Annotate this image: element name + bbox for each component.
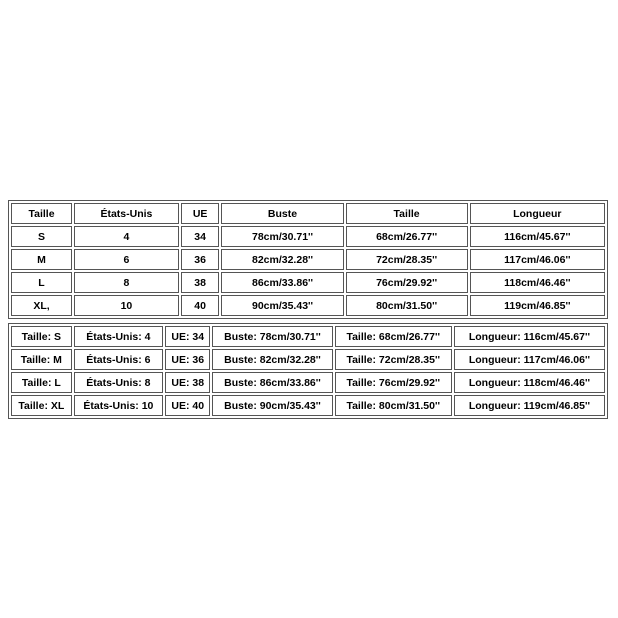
table-cell: 90cm/35.43'' xyxy=(221,295,343,316)
size-table-columns xyxy=(8,200,608,319)
table-cell: 82cm/32.28'' xyxy=(221,249,343,270)
table-cell: 68cm/26.77'' xyxy=(346,226,468,247)
table-cell: UE: 38 xyxy=(165,372,210,393)
table-cell: Longueur: 119cm/46.85'' xyxy=(454,395,605,416)
table-cell: États-Unis: 8 xyxy=(74,372,163,393)
table-cell: Taille: 80cm/31.50'' xyxy=(335,395,452,416)
table-cell: Taille: 68cm/26.77'' xyxy=(335,326,452,347)
table-cell: XL, xyxy=(11,295,72,316)
table-cell: Longueur: 118cm/46.46'' xyxy=(454,372,605,393)
table-cell: UE: 34 xyxy=(165,326,210,347)
table-cell: Buste: 86cm/33.86'' xyxy=(212,372,332,393)
table-cell: États-Unis: 10 xyxy=(74,395,163,416)
table-cell: Taille: 72cm/28.35'' xyxy=(335,349,452,370)
table-cell: 34 xyxy=(181,226,220,247)
table-cell: États-Unis: 6 xyxy=(74,349,163,370)
size-table-labeled xyxy=(8,323,608,419)
table-cell: M xyxy=(11,249,72,270)
table-cell: L xyxy=(11,272,72,293)
table-row xyxy=(11,326,605,347)
table-cell: 76cm/29.92'' xyxy=(346,272,468,293)
table-cell: 117cm/46.06'' xyxy=(470,249,605,270)
table-cell: 72cm/28.35'' xyxy=(346,249,468,270)
table-cell: 36 xyxy=(181,249,220,270)
table-row xyxy=(11,226,605,247)
table-cell: Taille: XL xyxy=(11,395,72,416)
table-cell: 38 xyxy=(181,272,220,293)
table-cell: Longueur: 116cm/45.67'' xyxy=(454,326,605,347)
table-cell: UE: 40 xyxy=(165,395,210,416)
header-cell-eu: UE xyxy=(181,203,220,224)
table-row xyxy=(11,372,605,393)
header-cell-waist: Taille xyxy=(346,203,468,224)
table-cell: 118cm/46.46'' xyxy=(470,272,605,293)
table-cell: Buste: 78cm/30.71'' xyxy=(212,326,332,347)
table-header-row xyxy=(11,203,605,224)
table-cell: Taille: L xyxy=(11,372,72,393)
table-cell: 40 xyxy=(181,295,220,316)
table-cell: 116cm/45.67'' xyxy=(470,226,605,247)
table-cell: 10 xyxy=(74,295,179,316)
table-cell: Longueur: 117cm/46.06'' xyxy=(454,349,605,370)
table-cell: Taille: S xyxy=(11,326,72,347)
table-cell: Buste: 90cm/35.43'' xyxy=(212,395,332,416)
header-cell-size: Taille xyxy=(11,203,72,224)
header-cell-length: Longueur xyxy=(470,203,605,224)
table-row xyxy=(11,249,605,270)
header-cell-bust: Buste xyxy=(221,203,343,224)
table-cell: 6 xyxy=(74,249,179,270)
table-cell: Taille: 76cm/29.92'' xyxy=(335,372,452,393)
table-cell: Buste: 82cm/32.28'' xyxy=(212,349,332,370)
header-cell-us: États-Unis xyxy=(74,203,179,224)
table-cell: 8 xyxy=(74,272,179,293)
table-cell: 86cm/33.86'' xyxy=(221,272,343,293)
table-row xyxy=(11,295,605,316)
table-cell: Taille: M xyxy=(11,349,72,370)
table-cell: S xyxy=(11,226,72,247)
table-row xyxy=(11,395,605,416)
table-row xyxy=(11,349,605,370)
table-row xyxy=(11,272,605,293)
table-cell: 78cm/30.71'' xyxy=(221,226,343,247)
table-cell: 119cm/46.85'' xyxy=(470,295,605,316)
table-cell: États-Unis: 4 xyxy=(74,326,163,347)
table-cell: UE: 36 xyxy=(165,349,210,370)
table-cell: 80cm/31.50'' xyxy=(346,295,468,316)
table-cell: 4 xyxy=(74,226,179,247)
